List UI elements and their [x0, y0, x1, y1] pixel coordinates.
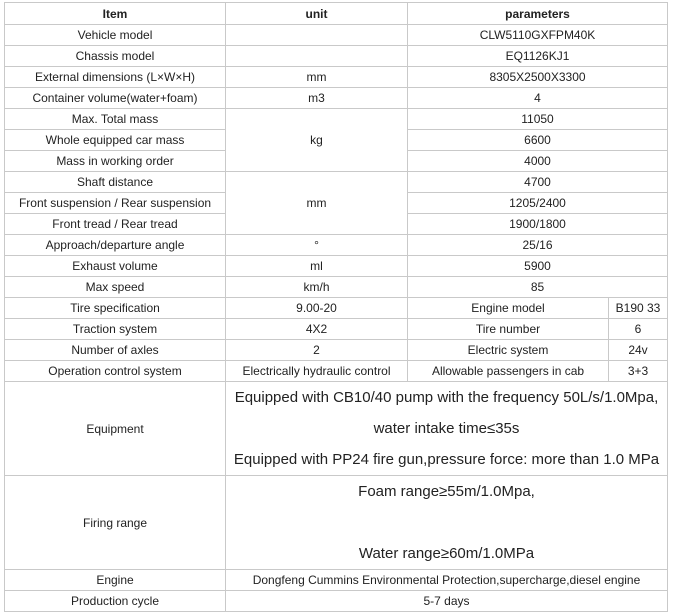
row-value: 6600	[408, 130, 668, 151]
header-row	[5, 3, 668, 25]
row-label: Chassis model	[5, 46, 226, 67]
row-value: 1900/1800	[408, 214, 668, 235]
row-value: CLW5110GXFPM40K	[408, 25, 668, 46]
row-value: 25/16	[408, 235, 668, 256]
row-unit: °	[226, 235, 408, 256]
table-row	[5, 340, 668, 361]
row-label: Traction system	[5, 319, 226, 340]
table-row	[5, 476, 668, 570]
equipment-line: water intake time≤35s	[373, 420, 520, 437]
row-value: Dongfeng Cummins Environmental Protection,supercharge,diesel engine	[226, 570, 668, 591]
row-value: 8305X2500X3300	[408, 67, 668, 88]
row-label: Mass in working order	[5, 151, 226, 172]
row-label: Shaft distance	[5, 172, 226, 193]
row-unit: km/h	[226, 277, 408, 298]
table-row	[5, 361, 668, 382]
row-label: Front tread / Rear tread	[5, 214, 226, 235]
row-value: 4000	[408, 151, 668, 172]
row-sub-label: Electric system	[408, 340, 609, 361]
equipment-line: Equipped with CB10/40 pump with the frequency 50L/s/1.0Mpa,	[234, 389, 659, 406]
specification-table	[4, 2, 668, 612]
row-value: 5-7 days	[226, 591, 668, 612]
row-value: 1205/2400	[408, 193, 668, 214]
table-row	[5, 298, 668, 319]
row-value: 4X2	[226, 319, 408, 340]
row-sub-label: Engine model	[408, 298, 609, 319]
row-label: Approach/departure angle	[5, 235, 226, 256]
table-row	[5, 319, 668, 340]
row-unit: mm	[226, 67, 408, 88]
row-value: EQ1126KJ1	[408, 46, 668, 67]
row-sub-value: B190 33	[609, 298, 668, 319]
firing-range-line	[228, 507, 665, 538]
row-sub-value: 3+3	[609, 361, 668, 382]
row-unit: kg	[226, 109, 408, 172]
header-parameters: parameters	[408, 3, 668, 25]
row-value: 5900	[408, 256, 668, 277]
row-label: Tire specification	[5, 298, 226, 319]
table-row	[5, 570, 668, 591]
header-unit: unit	[226, 3, 408, 25]
row-unit: ml	[226, 256, 408, 277]
row-label: External dimensions (L×W×H)	[5, 67, 226, 88]
table-row	[5, 67, 668, 88]
table-row	[5, 46, 668, 67]
table-row	[5, 109, 668, 130]
firing-range-line: Foam range≥55m/1.0Mpa,	[358, 483, 535, 500]
row-sub-label: Allowable passengers in cab	[408, 361, 609, 382]
row-label: Firing range	[5, 476, 226, 570]
row-sub-value: 24v	[609, 340, 668, 361]
row-label: Front suspension / Rear suspension	[5, 193, 226, 214]
row-unit	[226, 25, 408, 46]
row-label: Whole equipped car mass	[5, 130, 226, 151]
table-row	[5, 382, 668, 476]
row-unit: m3	[226, 88, 408, 109]
header-item: Item	[5, 3, 226, 25]
row-label: Operation control system	[5, 361, 226, 382]
table-row	[5, 277, 668, 298]
row-value: 11050	[408, 109, 668, 130]
row-sub-value: 6	[609, 319, 668, 340]
row-label: Container volume(water+foam)	[5, 88, 226, 109]
row-label: Max. Total mass	[5, 109, 226, 130]
row-sub-label: Tire number	[408, 319, 609, 340]
row-label: Max speed	[5, 277, 226, 298]
equipment-description	[226, 382, 668, 476]
firing-range-line: Water range≥60m/1.0MPa	[358, 545, 535, 562]
table-row	[5, 256, 668, 277]
row-label: Vehicle model	[5, 25, 226, 46]
row-label: Production cycle	[5, 591, 226, 612]
row-unit	[226, 46, 408, 67]
table-row	[5, 88, 668, 109]
table-row	[5, 25, 668, 46]
row-value: Electrically hydraulic control	[226, 361, 408, 382]
equipment-line: Equipped with PP24 fire gun,pressure force: more than 1.0 MPa	[233, 451, 660, 468]
firing-range-description	[226, 476, 668, 570]
row-label: Equipment	[5, 382, 226, 476]
table-row	[5, 172, 668, 193]
table-row	[5, 591, 668, 612]
row-label: Engine	[5, 570, 226, 591]
row-value: 2	[226, 340, 408, 361]
row-label: Number of axles	[5, 340, 226, 361]
row-unit: mm	[226, 172, 408, 235]
row-value: 85	[408, 277, 668, 298]
row-value: 9.00-20	[226, 298, 408, 319]
table-row	[5, 235, 668, 256]
row-value: 4700	[408, 172, 668, 193]
row-label: Exhaust volume	[5, 256, 226, 277]
row-value: 4	[408, 88, 668, 109]
